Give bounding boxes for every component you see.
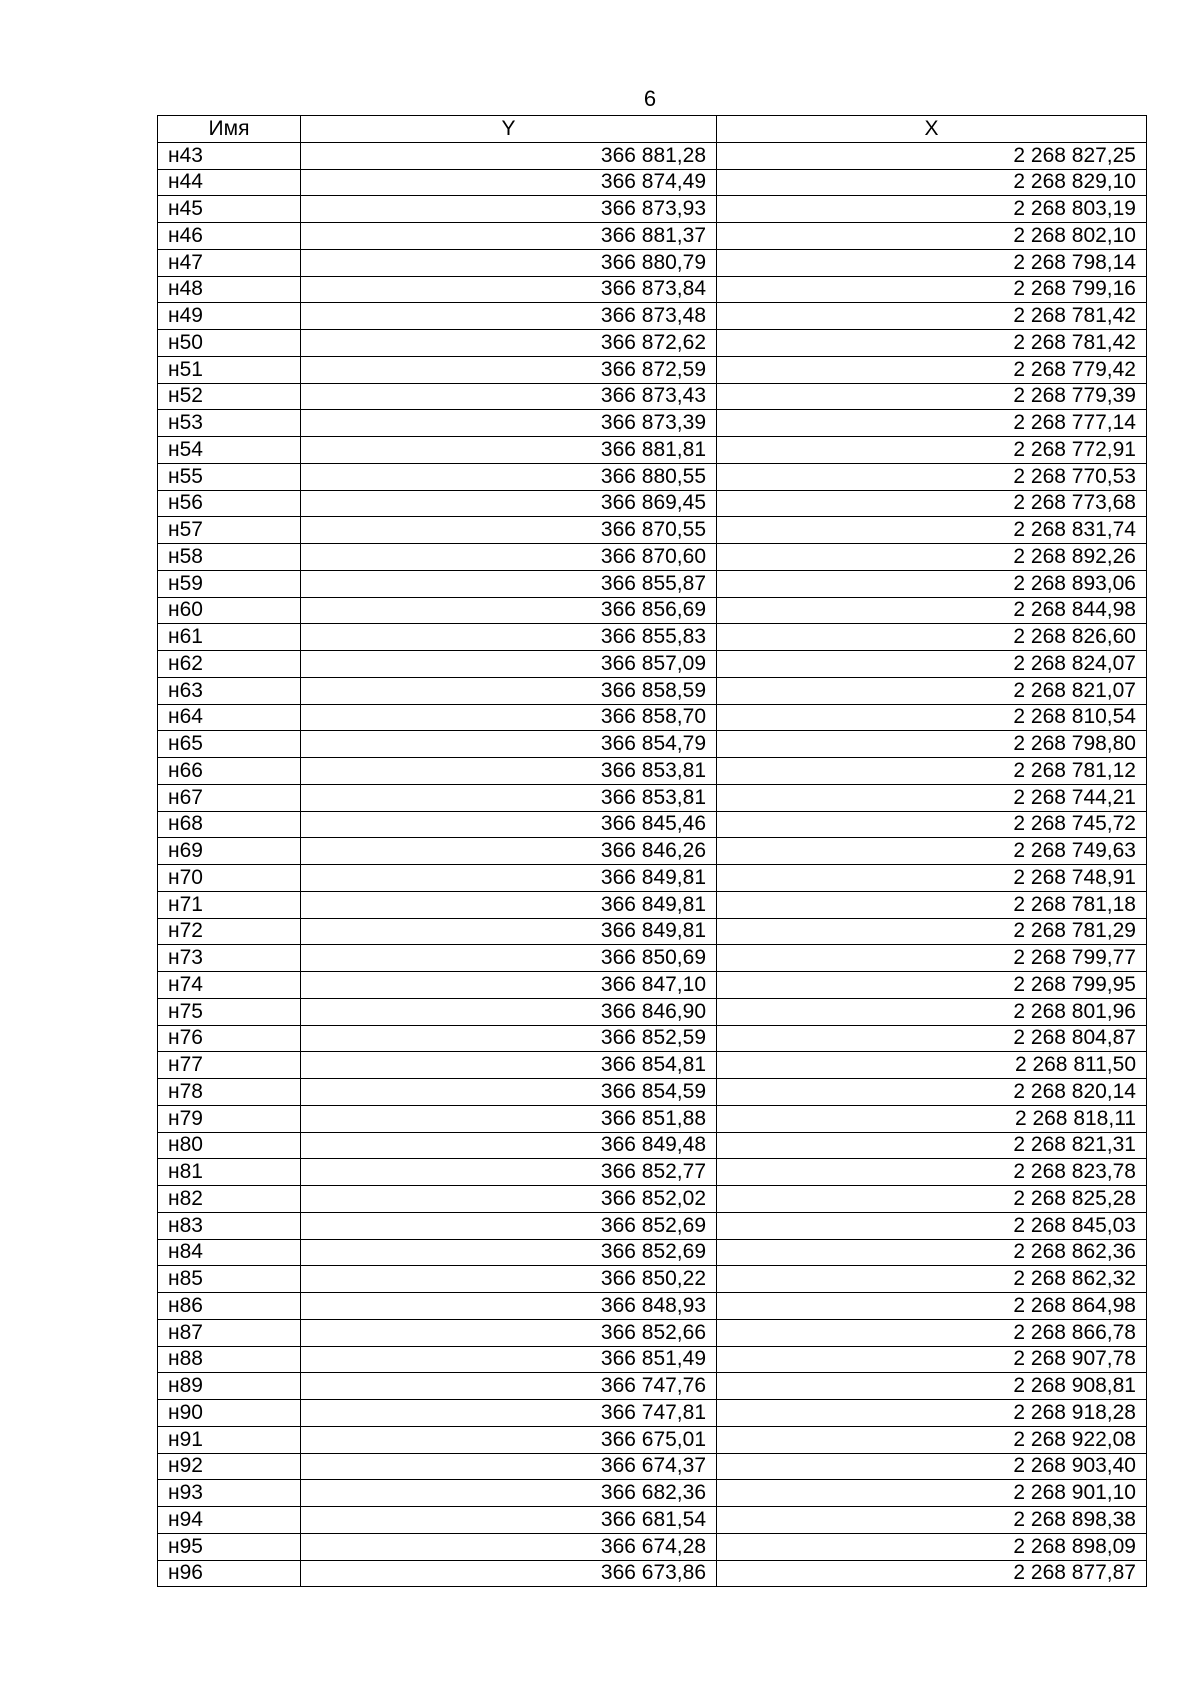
table-row bbox=[158, 1239, 1147, 1266]
table-row bbox=[158, 784, 1147, 811]
point-name-cell: н61 bbox=[158, 624, 301, 651]
table-row bbox=[158, 1293, 1147, 1320]
x-coordinate-cell: 2 268 825,28 bbox=[717, 1186, 1147, 1213]
point-name-cell: н71 bbox=[158, 891, 301, 918]
y-coordinate-cell: 366 851,49 bbox=[301, 1346, 717, 1373]
point-name-cell: н83 bbox=[158, 1212, 301, 1239]
x-coordinate-cell: 2 268 922,08 bbox=[717, 1426, 1147, 1453]
table-header-row bbox=[158, 116, 1147, 143]
x-coordinate-cell: 2 268 821,07 bbox=[717, 677, 1147, 704]
x-coordinate-cell: 2 268 781,29 bbox=[717, 918, 1147, 945]
y-coordinate-cell: 366 874,49 bbox=[301, 169, 717, 196]
table-row bbox=[158, 169, 1147, 196]
x-coordinate-cell: 2 268 781,42 bbox=[717, 330, 1147, 357]
x-coordinate-cell: 2 268 779,39 bbox=[717, 383, 1147, 410]
y-coordinate-cell: 366 848,93 bbox=[301, 1293, 717, 1320]
table-row bbox=[158, 276, 1147, 303]
point-name-cell: н52 bbox=[158, 383, 301, 410]
coordinates-table bbox=[157, 115, 1147, 1587]
table-row bbox=[158, 1346, 1147, 1373]
y-coordinate-cell: 366 682,36 bbox=[301, 1480, 717, 1507]
y-coordinate-cell: 366 675,01 bbox=[301, 1426, 717, 1453]
y-coordinate-cell: 366 853,81 bbox=[301, 758, 717, 785]
x-coordinate-cell: 2 268 907,78 bbox=[717, 1346, 1147, 1373]
x-coordinate-cell: 2 268 826,60 bbox=[717, 624, 1147, 651]
y-coordinate-cell: 366 849,48 bbox=[301, 1132, 717, 1159]
point-name-cell: н75 bbox=[158, 998, 301, 1025]
point-name-cell: н87 bbox=[158, 1319, 301, 1346]
point-name-cell: н54 bbox=[158, 437, 301, 464]
table-row bbox=[158, 142, 1147, 169]
table-row bbox=[158, 356, 1147, 383]
point-name-cell: н69 bbox=[158, 838, 301, 865]
point-name-cell: н51 bbox=[158, 356, 301, 383]
point-name-cell: н72 bbox=[158, 918, 301, 945]
x-coordinate-cell: 2 268 827,25 bbox=[717, 142, 1147, 169]
x-coordinate-cell: 2 268 748,91 bbox=[717, 865, 1147, 892]
y-coordinate-cell: 366 849,81 bbox=[301, 918, 717, 945]
y-coordinate-cell: 366 849,81 bbox=[301, 865, 717, 892]
y-coordinate-cell: 366 858,59 bbox=[301, 677, 717, 704]
table-row bbox=[158, 1186, 1147, 1213]
x-coordinate-cell: 2 268 804,87 bbox=[717, 1025, 1147, 1052]
x-coordinate-cell: 2 268 770,53 bbox=[717, 463, 1147, 490]
y-coordinate-cell: 366 852,69 bbox=[301, 1239, 717, 1266]
point-name-cell: н48 bbox=[158, 276, 301, 303]
table-row bbox=[158, 838, 1147, 865]
x-coordinate-cell: 2 268 745,72 bbox=[717, 811, 1147, 838]
y-coordinate-cell: 366 674,37 bbox=[301, 1453, 717, 1480]
y-coordinate-cell: 366 870,60 bbox=[301, 544, 717, 571]
y-coordinate-cell: 366 852,69 bbox=[301, 1212, 717, 1239]
table-row bbox=[158, 517, 1147, 544]
x-coordinate-cell: 2 268 893,06 bbox=[717, 570, 1147, 597]
x-coordinate-cell: 2 268 798,14 bbox=[717, 249, 1147, 276]
y-coordinate-cell: 366 857,09 bbox=[301, 651, 717, 678]
x-coordinate-cell: 2 268 918,28 bbox=[717, 1400, 1147, 1427]
point-name-cell: н88 bbox=[158, 1346, 301, 1373]
point-name-cell: н93 bbox=[158, 1480, 301, 1507]
point-name-cell: н67 bbox=[158, 784, 301, 811]
y-coordinate-cell: 366 850,22 bbox=[301, 1266, 717, 1293]
table-row bbox=[158, 544, 1147, 571]
y-coordinate-cell: 366 869,45 bbox=[301, 490, 717, 517]
y-coordinate-cell: 366 853,81 bbox=[301, 784, 717, 811]
table-row bbox=[158, 1480, 1147, 1507]
table-row bbox=[158, 624, 1147, 651]
table-row bbox=[158, 1132, 1147, 1159]
y-coordinate-cell: 366 747,76 bbox=[301, 1373, 717, 1400]
point-name-cell: н43 bbox=[158, 142, 301, 169]
y-coordinate-cell: 366 845,46 bbox=[301, 811, 717, 838]
x-coordinate-cell: 2 268 901,10 bbox=[717, 1480, 1147, 1507]
y-coordinate-cell: 366 855,83 bbox=[301, 624, 717, 651]
table-row bbox=[158, 383, 1147, 410]
table-row bbox=[158, 196, 1147, 223]
point-name-cell: н85 bbox=[158, 1266, 301, 1293]
table-row bbox=[158, 731, 1147, 758]
x-coordinate-cell: 2 268 903,40 bbox=[717, 1453, 1147, 1480]
x-coordinate-cell: 2 268 773,68 bbox=[717, 490, 1147, 517]
x-coordinate-cell: 2 268 772,91 bbox=[717, 437, 1147, 464]
table-row bbox=[158, 1533, 1147, 1560]
y-coordinate-cell: 366 674,28 bbox=[301, 1533, 717, 1560]
point-name-cell: н92 bbox=[158, 1453, 301, 1480]
y-coordinate-cell: 366 852,77 bbox=[301, 1159, 717, 1186]
table-row bbox=[158, 651, 1147, 678]
x-coordinate-cell: 2 268 877,87 bbox=[717, 1560, 1147, 1587]
x-coordinate-cell: 2 268 820,14 bbox=[717, 1079, 1147, 1106]
table-row bbox=[158, 1400, 1147, 1427]
table-row bbox=[158, 249, 1147, 276]
point-name-cell: н76 bbox=[158, 1025, 301, 1052]
point-name-cell: н89 bbox=[158, 1373, 301, 1400]
x-coordinate-cell: 2 268 803,19 bbox=[717, 196, 1147, 223]
x-coordinate-cell: 2 268 801,96 bbox=[717, 998, 1147, 1025]
point-name-cell: н96 bbox=[158, 1560, 301, 1587]
x-coordinate-cell: 2 268 781,12 bbox=[717, 758, 1147, 785]
point-name-cell: н68 bbox=[158, 811, 301, 838]
y-coordinate-cell: 366 846,90 bbox=[301, 998, 717, 1025]
x-coordinate-cell: 2 268 781,18 bbox=[717, 891, 1147, 918]
point-name-cell: н86 bbox=[158, 1293, 301, 1320]
x-coordinate-cell: 2 268 799,77 bbox=[717, 945, 1147, 972]
point-name-cell: н50 bbox=[158, 330, 301, 357]
table-row bbox=[158, 410, 1147, 437]
table-row bbox=[158, 1052, 1147, 1079]
x-coordinate-cell: 2 268 799,16 bbox=[717, 276, 1147, 303]
point-name-cell: н63 bbox=[158, 677, 301, 704]
table-row bbox=[158, 998, 1147, 1025]
y-coordinate-cell: 366 681,54 bbox=[301, 1507, 717, 1534]
table-row bbox=[158, 437, 1147, 464]
table-row bbox=[158, 1266, 1147, 1293]
x-coordinate-cell: 2 268 798,80 bbox=[717, 731, 1147, 758]
table-body bbox=[158, 142, 1147, 1587]
point-name-cell: н80 bbox=[158, 1132, 301, 1159]
x-coordinate-cell: 2 268 802,10 bbox=[717, 223, 1147, 250]
y-coordinate-cell: 366 880,79 bbox=[301, 249, 717, 276]
x-coordinate-cell: 2 268 892,26 bbox=[717, 544, 1147, 571]
y-coordinate-cell: 366 846,26 bbox=[301, 838, 717, 865]
y-coordinate-cell: 366 673,86 bbox=[301, 1560, 717, 1587]
table-row bbox=[158, 1105, 1147, 1132]
point-name-cell: н57 bbox=[158, 517, 301, 544]
x-coordinate-cell: 2 268 831,74 bbox=[717, 517, 1147, 544]
y-coordinate-cell: 366 852,02 bbox=[301, 1186, 717, 1213]
point-name-cell: н47 bbox=[158, 249, 301, 276]
table-row bbox=[158, 891, 1147, 918]
point-name-cell: н82 bbox=[158, 1186, 301, 1213]
point-name-cell: н73 bbox=[158, 945, 301, 972]
x-coordinate-cell: 2 268 866,78 bbox=[717, 1319, 1147, 1346]
y-coordinate-cell: 366 854,59 bbox=[301, 1079, 717, 1106]
x-coordinate-cell: 2 268 823,78 bbox=[717, 1159, 1147, 1186]
y-coordinate-cell: 366 847,10 bbox=[301, 972, 717, 999]
y-coordinate-cell: 366 873,93 bbox=[301, 196, 717, 223]
point-name-cell: н46 bbox=[158, 223, 301, 250]
point-name-cell: н78 bbox=[158, 1079, 301, 1106]
point-name-cell: н77 bbox=[158, 1052, 301, 1079]
y-coordinate-cell: 366 856,69 bbox=[301, 597, 717, 624]
table-row bbox=[158, 972, 1147, 999]
x-coordinate-cell: 2 268 862,36 bbox=[717, 1239, 1147, 1266]
x-coordinate-cell: 2 268 811,50 bbox=[717, 1052, 1147, 1079]
x-coordinate-cell: 2 268 864,98 bbox=[717, 1293, 1147, 1320]
table-row bbox=[158, 223, 1147, 250]
y-coordinate-cell: 366 854,79 bbox=[301, 731, 717, 758]
y-coordinate-cell: 366 855,87 bbox=[301, 570, 717, 597]
x-coordinate-cell: 2 268 777,14 bbox=[717, 410, 1147, 437]
table-row bbox=[158, 1426, 1147, 1453]
table-row bbox=[158, 865, 1147, 892]
column-header-name: Имя bbox=[158, 116, 301, 143]
table-row bbox=[158, 1453, 1147, 1480]
point-name-cell: н58 bbox=[158, 544, 301, 571]
table-row bbox=[158, 330, 1147, 357]
table-row bbox=[158, 490, 1147, 517]
x-coordinate-cell: 2 268 781,42 bbox=[717, 303, 1147, 330]
table-row bbox=[158, 945, 1147, 972]
y-coordinate-cell: 366 851,88 bbox=[301, 1105, 717, 1132]
x-coordinate-cell: 2 268 829,10 bbox=[717, 169, 1147, 196]
y-coordinate-cell: 366 854,81 bbox=[301, 1052, 717, 1079]
y-coordinate-cell: 366 873,43 bbox=[301, 383, 717, 410]
table-row bbox=[158, 597, 1147, 624]
x-coordinate-cell: 2 268 845,03 bbox=[717, 1212, 1147, 1239]
x-coordinate-cell: 2 268 799,95 bbox=[717, 972, 1147, 999]
point-name-cell: н90 bbox=[158, 1400, 301, 1427]
point-name-cell: н79 bbox=[158, 1105, 301, 1132]
x-coordinate-cell: 2 268 824,07 bbox=[717, 651, 1147, 678]
x-coordinate-cell: 2 268 810,54 bbox=[717, 704, 1147, 731]
point-name-cell: н84 bbox=[158, 1239, 301, 1266]
y-coordinate-cell: 366 873,39 bbox=[301, 410, 717, 437]
table-row bbox=[158, 463, 1147, 490]
y-coordinate-cell: 366 881,81 bbox=[301, 437, 717, 464]
x-coordinate-cell: 2 268 744,21 bbox=[717, 784, 1147, 811]
y-coordinate-cell: 366 858,70 bbox=[301, 704, 717, 731]
table-row bbox=[158, 1079, 1147, 1106]
point-name-cell: н94 bbox=[158, 1507, 301, 1534]
point-name-cell: н95 bbox=[158, 1533, 301, 1560]
point-name-cell: н62 bbox=[158, 651, 301, 678]
x-coordinate-cell: 2 268 821,31 bbox=[717, 1132, 1147, 1159]
table-row bbox=[158, 918, 1147, 945]
table-row bbox=[158, 1373, 1147, 1400]
table-row bbox=[158, 1212, 1147, 1239]
point-name-cell: н53 bbox=[158, 410, 301, 437]
y-coordinate-cell: 366 872,62 bbox=[301, 330, 717, 357]
column-header-y: Y bbox=[301, 116, 717, 143]
point-name-cell: н65 bbox=[158, 731, 301, 758]
table-row bbox=[158, 1025, 1147, 1052]
table-row bbox=[158, 704, 1147, 731]
table-row bbox=[158, 1560, 1147, 1587]
point-name-cell: н56 bbox=[158, 490, 301, 517]
point-name-cell: н64 bbox=[158, 704, 301, 731]
x-coordinate-cell: 2 268 749,63 bbox=[717, 838, 1147, 865]
y-coordinate-cell: 366 873,84 bbox=[301, 276, 717, 303]
y-coordinate-cell: 366 881,37 bbox=[301, 223, 717, 250]
point-name-cell: н81 bbox=[158, 1159, 301, 1186]
y-coordinate-cell: 366 747,81 bbox=[301, 1400, 717, 1427]
x-coordinate-cell: 2 268 862,32 bbox=[717, 1266, 1147, 1293]
y-coordinate-cell: 366 870,55 bbox=[301, 517, 717, 544]
y-coordinate-cell: 366 881,28 bbox=[301, 142, 717, 169]
point-name-cell: н45 bbox=[158, 196, 301, 223]
y-coordinate-cell: 366 849,81 bbox=[301, 891, 717, 918]
y-coordinate-cell: 366 850,69 bbox=[301, 945, 717, 972]
y-coordinate-cell: 366 880,55 bbox=[301, 463, 717, 490]
column-header-x: X bbox=[717, 116, 1147, 143]
table-row bbox=[158, 1319, 1147, 1346]
y-coordinate-cell: 366 852,59 bbox=[301, 1025, 717, 1052]
table-row bbox=[158, 811, 1147, 838]
table-row bbox=[158, 570, 1147, 597]
point-name-cell: н60 bbox=[158, 597, 301, 624]
x-coordinate-cell: 2 268 779,42 bbox=[717, 356, 1147, 383]
point-name-cell: н59 bbox=[158, 570, 301, 597]
point-name-cell: н91 bbox=[158, 1426, 301, 1453]
y-coordinate-cell: 366 852,66 bbox=[301, 1319, 717, 1346]
table-row bbox=[158, 1507, 1147, 1534]
point-name-cell: н44 bbox=[158, 169, 301, 196]
table-row bbox=[158, 677, 1147, 704]
point-name-cell: н66 bbox=[158, 758, 301, 785]
table-row bbox=[158, 303, 1147, 330]
x-coordinate-cell: 2 268 818,11 bbox=[717, 1105, 1147, 1132]
point-name-cell: н55 bbox=[158, 463, 301, 490]
y-coordinate-cell: 366 872,59 bbox=[301, 356, 717, 383]
table-row bbox=[158, 1159, 1147, 1186]
x-coordinate-cell: 2 268 844,98 bbox=[717, 597, 1147, 624]
page-number: 6 bbox=[643, 86, 657, 111]
x-coordinate-cell: 2 268 898,38 bbox=[717, 1507, 1147, 1534]
point-name-cell: н49 bbox=[158, 303, 301, 330]
table-row bbox=[158, 758, 1147, 785]
x-coordinate-cell: 2 268 898,09 bbox=[717, 1533, 1147, 1560]
x-coordinate-cell: 2 268 908,81 bbox=[717, 1373, 1147, 1400]
point-name-cell: н70 bbox=[158, 865, 301, 892]
y-coordinate-cell: 366 873,48 bbox=[301, 303, 717, 330]
point-name-cell: н74 bbox=[158, 972, 301, 999]
